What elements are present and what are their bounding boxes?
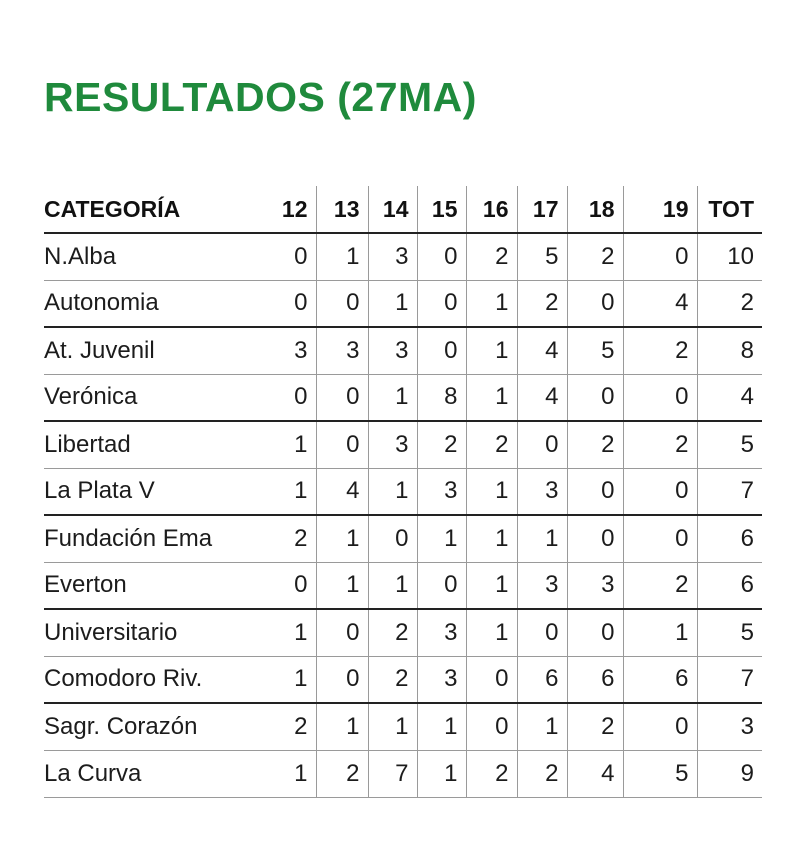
score-cell: 3 [417, 609, 466, 656]
score-cell: 0 [268, 280, 316, 327]
score-cell: 0 [567, 609, 623, 656]
score-cell: 0 [316, 656, 368, 703]
score-cell: 4 [623, 280, 697, 327]
score-cell: 0 [466, 656, 517, 703]
table-row [44, 421, 762, 468]
score-cell: 1 [623, 609, 697, 656]
score-cell: 2 [567, 233, 623, 280]
table-row [44, 468, 762, 515]
score-cell: 2 [268, 703, 316, 750]
table-body [44, 233, 762, 797]
score-cell: 2 [567, 703, 623, 750]
score-cell: 0 [368, 515, 417, 562]
column-header-17: 17 [517, 186, 567, 233]
score-cell: 1 [316, 703, 368, 750]
score-cell: 8 [417, 374, 466, 421]
team-name-cell: Verónica [44, 374, 268, 421]
team-name-cell: La Curva [44, 750, 268, 797]
column-header-15: 15 [417, 186, 466, 233]
score-cell: 0 [417, 327, 466, 374]
score-cell: 5 [623, 750, 697, 797]
score-cell: 3 [368, 327, 417, 374]
team-name-cell: Fundación Ema [44, 515, 268, 562]
table-row [44, 327, 762, 374]
score-cell: 2 [623, 562, 697, 609]
total-cell: 5 [697, 421, 762, 468]
score-cell: 1 [466, 468, 517, 515]
score-cell: 0 [623, 374, 697, 421]
score-cell: 0 [567, 374, 623, 421]
score-cell: 1 [466, 515, 517, 562]
table-row [44, 656, 762, 703]
column-header-14: 14 [368, 186, 417, 233]
total-cell: 6 [697, 515, 762, 562]
score-cell: 2 [368, 656, 417, 703]
team-name-cell: Comodoro Riv. [44, 656, 268, 703]
score-cell: 3 [268, 327, 316, 374]
score-cell: 2 [517, 750, 567, 797]
score-cell: 2 [517, 280, 567, 327]
score-cell: 2 [466, 233, 517, 280]
column-header-12: 12 [268, 186, 316, 233]
score-cell: 0 [316, 609, 368, 656]
score-cell: 3 [417, 656, 466, 703]
score-cell: 1 [466, 280, 517, 327]
score-cell: 0 [623, 703, 697, 750]
score-cell: 1 [466, 327, 517, 374]
score-cell: 1 [517, 703, 567, 750]
score-cell: 2 [623, 421, 697, 468]
score-cell: 0 [417, 280, 466, 327]
total-cell: 9 [697, 750, 762, 797]
table-row [44, 750, 762, 797]
score-cell: 7 [368, 750, 417, 797]
score-cell: 3 [517, 468, 567, 515]
table-row [44, 233, 762, 280]
score-cell: 0 [567, 515, 623, 562]
score-cell: 3 [517, 562, 567, 609]
score-cell: 0 [517, 609, 567, 656]
column-header-18: 18 [567, 186, 623, 233]
team-name-cell: La Plata V [44, 468, 268, 515]
table-row [44, 374, 762, 421]
column-header-16: 16 [466, 186, 517, 233]
results-table [44, 186, 762, 798]
table-row [44, 703, 762, 750]
score-cell: 1 [417, 703, 466, 750]
total-cell: 5 [697, 609, 762, 656]
score-cell: 2 [466, 750, 517, 797]
score-cell: 0 [623, 233, 697, 280]
score-cell: 1 [466, 562, 517, 609]
score-cell: 1 [316, 233, 368, 280]
score-cell: 1 [517, 515, 567, 562]
score-cell: 0 [466, 703, 517, 750]
score-cell: 3 [368, 233, 417, 280]
score-cell: 1 [368, 562, 417, 609]
score-cell: 1 [368, 374, 417, 421]
score-cell: 3 [567, 562, 623, 609]
column-header-category: CATEGORÍA [44, 186, 268, 233]
score-cell: 4 [517, 327, 567, 374]
score-cell: 0 [316, 280, 368, 327]
page-title: RESULTADOS (27MA) [44, 74, 477, 120]
score-cell: 2 [623, 327, 697, 374]
score-cell: 0 [268, 233, 316, 280]
score-cell: 0 [517, 421, 567, 468]
score-cell: 3 [316, 327, 368, 374]
score-cell: 1 [268, 609, 316, 656]
score-cell: 6 [517, 656, 567, 703]
team-name-cell: Universitario [44, 609, 268, 656]
score-cell: 1 [417, 515, 466, 562]
score-cell: 1 [268, 750, 316, 797]
column-header-tot: TOT [697, 186, 762, 233]
score-cell: 3 [368, 421, 417, 468]
score-cell: 0 [316, 374, 368, 421]
score-cell: 6 [623, 656, 697, 703]
score-cell: 4 [316, 468, 368, 515]
score-cell: 1 [368, 468, 417, 515]
score-cell: 2 [567, 421, 623, 468]
table-row [44, 562, 762, 609]
total-cell: 3 [697, 703, 762, 750]
score-cell: 0 [268, 374, 316, 421]
team-name-cell: At. Juvenil [44, 327, 268, 374]
column-header-13: 13 [316, 186, 368, 233]
score-cell: 0 [268, 562, 316, 609]
score-cell: 0 [417, 233, 466, 280]
score-cell: 1 [368, 280, 417, 327]
score-cell: 0 [567, 280, 623, 327]
total-cell: 7 [697, 468, 762, 515]
score-cell: 2 [417, 421, 466, 468]
score-cell: 2 [268, 515, 316, 562]
table-header [44, 186, 762, 233]
team-name-cell: Sagr. Corazón [44, 703, 268, 750]
score-cell: 1 [417, 750, 466, 797]
score-cell: 1 [466, 609, 517, 656]
score-cell: 2 [368, 609, 417, 656]
score-cell: 2 [316, 750, 368, 797]
score-cell: 1 [268, 656, 316, 703]
table-row [44, 280, 762, 327]
score-cell: 0 [417, 562, 466, 609]
score-cell: 4 [567, 750, 623, 797]
team-name-cell: Everton [44, 562, 268, 609]
table-row [44, 609, 762, 656]
score-cell: 0 [567, 468, 623, 515]
score-cell: 1 [466, 374, 517, 421]
team-name-cell: Autonomia [44, 280, 268, 327]
score-cell: 5 [567, 327, 623, 374]
score-cell: 1 [268, 468, 316, 515]
score-cell: 0 [623, 515, 697, 562]
score-cell: 2 [466, 421, 517, 468]
team-name-cell: Libertad [44, 421, 268, 468]
total-cell: 10 [697, 233, 762, 280]
score-cell: 0 [316, 421, 368, 468]
total-cell: 7 [697, 656, 762, 703]
team-name-cell: N.Alba [44, 233, 268, 280]
score-cell: 1 [268, 421, 316, 468]
total-cell: 8 [697, 327, 762, 374]
score-cell: 0 [623, 468, 697, 515]
score-cell: 3 [417, 468, 466, 515]
score-cell: 1 [316, 562, 368, 609]
score-cell: 4 [517, 374, 567, 421]
table-row [44, 515, 762, 562]
score-cell: 5 [517, 233, 567, 280]
total-cell: 4 [697, 374, 762, 421]
total-cell: 2 [697, 280, 762, 327]
header-row [44, 186, 762, 233]
total-cell: 6 [697, 562, 762, 609]
column-header-19: 19 [623, 186, 697, 233]
score-cell: 1 [368, 703, 417, 750]
score-cell: 6 [567, 656, 623, 703]
score-cell: 1 [316, 515, 368, 562]
